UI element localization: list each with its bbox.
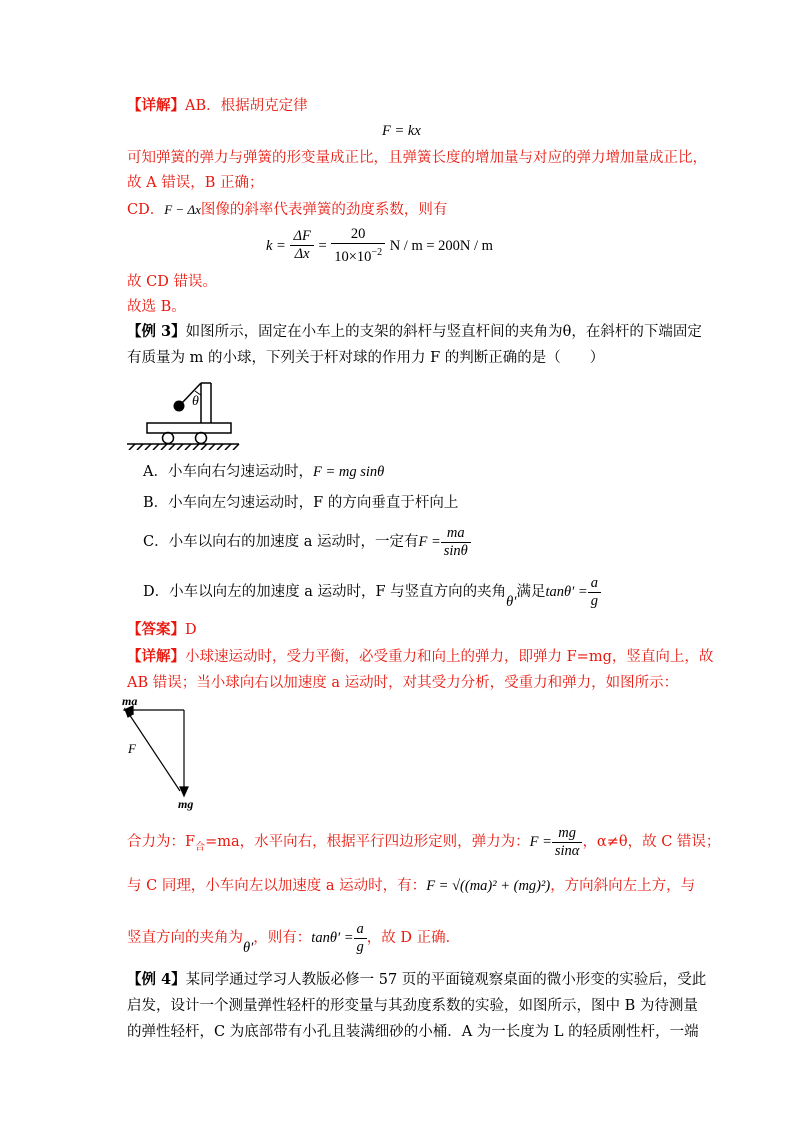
f-label: F <box>128 741 136 756</box>
f-arrow <box>129 714 180 791</box>
option-d: D．小车以向左的加速度 a 运动时，F 与竖直方向的夹角θ′满足tanθ′ = $\frac{a}{g}$ <box>143 572 601 612</box>
option-c: C．小车以向右的加速度 a 运动时，一定有F = $\frac{ma}{\sin\theta}$ <box>143 522 471 562</box>
cd-graph-formula: F − Δx <box>164 202 201 217</box>
k-lhs: k = <box>266 237 286 254</box>
ex4-line-3: 的弹性轻杆，C 为底部带有小孔且装满细砂的小桶．A 为一长度为 L 的轻质刚性杆，一端 <box>127 1024 699 1040</box>
ex3-tag: 【例 3】 <box>127 323 186 340</box>
ex3-question-1: 【例 3】如图所示，固定在小车上的支架的斜杆与竖直杆间的夹角为θ，在斜杆的下端固定 <box>127 323 702 340</box>
option-a-formula: F = mg sinθ <box>312 464 385 480</box>
ex4-line-2: 启发，设计一个测量弹性轻杆的形变量与其劲度系数的实验，如图所示，图中 B 为待测量 <box>127 998 698 1014</box>
f-sqrt-formula: F = √((ma)² + (mg)²) <box>426 878 551 894</box>
detail-tag: 【详解】 <box>127 97 185 114</box>
cart-body <box>147 423 231 433</box>
detail2-line-5: 竖直方向的夹角为θ′，则有：tanθ′ = $\frac{a}{g}$ ，故 D 正确． <box>127 920 461 956</box>
ex4-line-1: 【例 4】某同学通过学习人教版必修一 57 页的平面镜观察桌面的微小形变的实验后，受此 <box>127 971 707 988</box>
hooke-formula: F = kx <box>382 123 421 139</box>
detail1-text-2: 故 A 错误，B 正确； <box>127 175 264 191</box>
cart-wheel-right <box>196 433 207 444</box>
answer-value: D <box>185 622 197 638</box>
detail2-line-2: AB 错误；当小球向右以加速度 a 运动时，对其受力分析，受重力和弹力，如图所示： <box>127 675 679 691</box>
ex3-question-2: 有质量为 m 的小球，下列关于杆对球的作用力 F 的判断正确的是（ ） <box>127 350 605 366</box>
answer-tag: 【答案】 <box>127 621 185 638</box>
cd-head: CD． <box>127 202 165 218</box>
ex4-tag: 【例 4】 <box>127 971 186 988</box>
cd-text: 图像的斜率代表弹簧的劲度系数，则有 <box>200 202 448 218</box>
f-fraction: $\frac{mg}{\sin\alpha}$ <box>552 825 583 860</box>
cart-wheel-left <box>163 433 174 444</box>
mg-label: mg <box>178 797 194 811</box>
k-formula <box>266 226 493 266</box>
detail1-line <box>127 96 308 116</box>
detail1-text-1: 可知弹簧的弹力与弹簧的形变量成正比，且弹簧长度的增加量与对应的弹力增加量成正比， <box>127 150 707 166</box>
detail-ab-head: AB．根据胡克定律 <box>185 98 308 114</box>
option-d-fraction: $\frac{a}{g}$ <box>588 575 601 610</box>
option-b: B．小车向左匀速运动时，F 的方向垂直于杆向上 <box>143 495 459 511</box>
option-a: A．小车向右匀速运动时，F = mg sinθ <box>143 464 385 480</box>
k-eq: = <box>318 237 327 254</box>
k-fraction-1: $\frac{\Delta F}{\Delta x}$ <box>290 228 313 263</box>
k-fraction-2: $\frac{20}{10\times 10^{-2}}$ <box>331 226 385 266</box>
answer-line <box>127 620 197 640</box>
option-c-fraction: $\frac{ma}{\sin\theta}$ <box>441 525 471 560</box>
cd-wrong: 故 CD 错误。 <box>127 274 217 290</box>
cart-figure <box>123 378 243 450</box>
detail2-line-1: 【详解】小球速运动时，受力平衡，必受重力和向上的弹力，即弹力 F=mg，竖直向上，故 <box>127 648 714 665</box>
theta-label: θ <box>192 394 199 409</box>
choose-b: 故选 B。 <box>127 299 186 315</box>
ball <box>174 401 185 412</box>
force-diagram <box>120 696 210 812</box>
detail1-cd-line <box>127 200 447 220</box>
detail2-line-4: 与 C 同理，小车向左以加速度 a 运动时，有：F = √((ma)² + (mg)²)，方向斜向左上方，与 <box>127 878 696 894</box>
detail2-line-3: 合力为：$F_合=ma$，水平向右，根据平行四边形定则，弹力为：F = $\frac{mg}{\sin\alpha}$ ，α≠θ，故 C 错误； <box>127 824 721 859</box>
k-rhs: N / m = 200N / m <box>389 237 493 254</box>
tan-fraction: $\frac{a}{g}$ <box>354 921 367 956</box>
ma-label: ma <box>122 696 138 708</box>
